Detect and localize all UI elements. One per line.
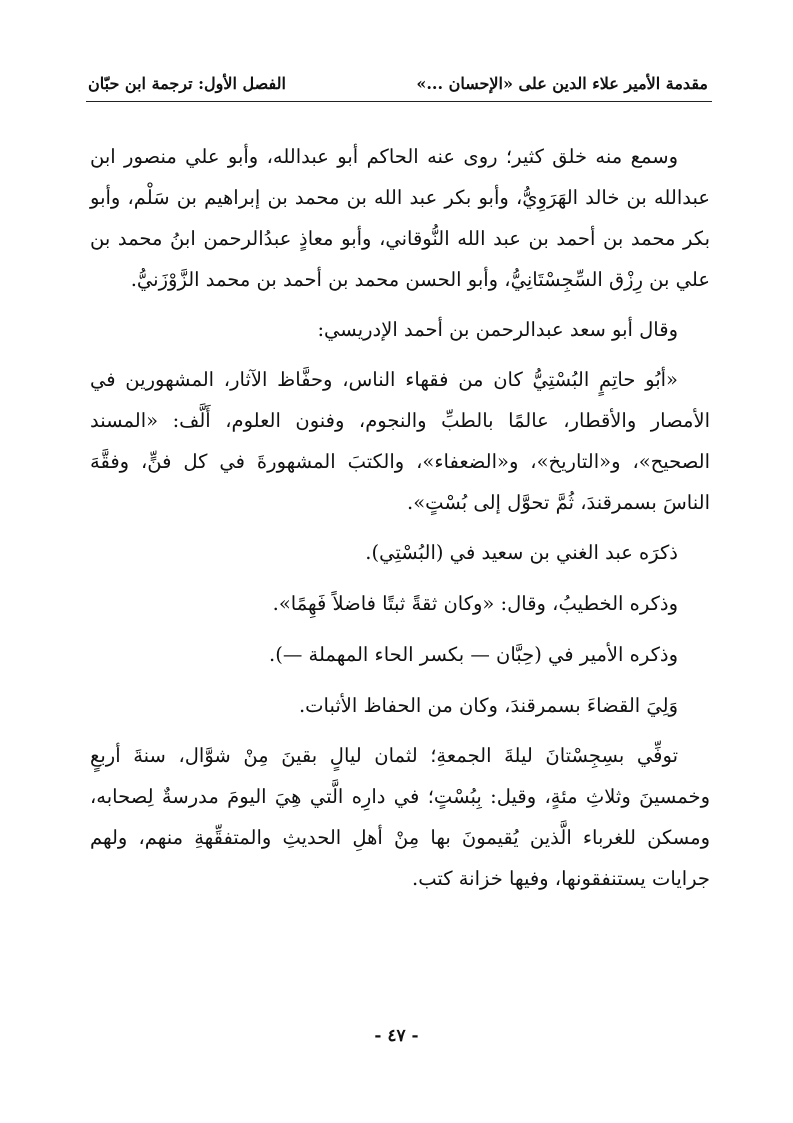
paragraph-death: توفِّي بسِجِسْتانَ ليلةَ الجمعةِ؛ لثمان ليالٍ بقينَ مِنْ شوَّال، سنةَ أربعٍ وخمسينَ وثلاثِ مئةٍ، وقيل: بِبُسْتٍ؛ في دارِه الَّتي هِيَ اليومَ مدرسةٌ لِصحابه، ومسكن للغرباء الَّذين يُقيمونَ بها مِنْ أهلِ الحديثِ والمتفقِّهةِ منهم، ولهم جرايات يستنفقونها، وفيها خزانة كتب. (90, 744, 710, 890)
paragraph-abdulghani: ذكرَه عبد الغني بن سعيد في (البُسْتِي). (365, 541, 678, 564)
paragraph-idrisi-intro: وقال أبو سعد عبدالرحمن بن أحمد الإدريسي: (317, 318, 678, 341)
body-text (90, 136, 710, 908)
header-rule (86, 101, 712, 102)
paragraph-idrisi-quote: «أبُو حاتِمٍ البُسْتِيُّ كان من فقهاء الناس، وحفَّاظ الآثار، المشهورين في الأمصار والأقطار، عالمًا بالطبِّ والنجوم، وفنون العلوم، أَلَّف: «المسند الصحيح»، و«التاريخ»، و«الضعفاء»، والكتبَ المشهورةَ في كل فنٍّ، وفقَّهَ الناسَ بسمرقندَ، ثُمَّ تحوَّل إلى بُسْتٍ». (90, 368, 710, 514)
paragraph-students: وسمع منه خلق كثير؛ روى عنه الحاكم أبو عبدالله، وأبو علي منصور ابن عبدالله بن خالد الهَرَوِيُّ، وأبو بكر عبد الله بن محمد بن إبراهيم بن سَلْم، وأبو بكر محمد بن أحمد بن عبد الله النُّوقاني، وأبو معاذٍ عبدُالرحمن ابنُ محمد بن علي بن رِزْق السِّجِسْتَانِيُّ، وأبو الحسن محمد بن أحمد بن محمد الزَّوْزَنيُّ. (90, 145, 710, 291)
running-head-chapter-title: الفصل الأول: ترجمة ابن حبّان (88, 73, 286, 93)
paragraph-amir: وذكره الأمير في (حِبَّان — بكسر الحاء المهملة —). (269, 643, 678, 666)
paragraph-judgeship: وَلِيَ القضاءَ بسمرقندَ، وكان من الحفاظ الأثبات. (298, 694, 678, 717)
paragraph-khatib: وذكره الخطيبُ، وقال: «وكان ثقةً ثبتًا فاضلاً فَهِمًا». (272, 592, 678, 615)
page-number: - ٤٧ - (374, 1026, 419, 1046)
running-head-book-title: مقدمة الأمير علاء الدين على «الإحسان ...» (416, 73, 708, 93)
running-head (88, 66, 708, 100)
